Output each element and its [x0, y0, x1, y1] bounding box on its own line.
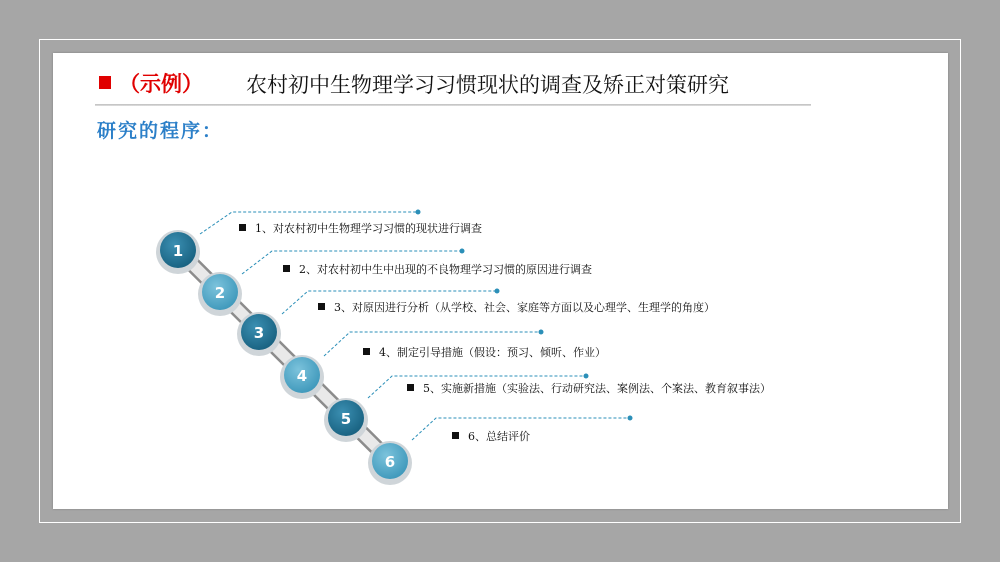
bullet-square [283, 265, 290, 272]
step-number: 4 [296, 367, 308, 385]
section-subtitle: 研究的程序： [97, 120, 224, 142]
step-number: 1 [172, 242, 184, 260]
step-text: 2、对农村初中生中出现的不良物理学习习惯的原因进行调查 [299, 263, 592, 276]
step-text: 1、对农村初中生物理学习习惯的现状进行调查 [255, 222, 482, 235]
bullet-square [363, 348, 370, 355]
step-text: 6、总结评价 [468, 430, 530, 443]
connector-dot [628, 416, 633, 421]
title-text: 农村初中生物理学习习惯现状的调查及矫正对策研究 [246, 73, 729, 97]
step-5 [324, 374, 771, 443]
step-number: 5 [340, 410, 352, 428]
bullet-square [318, 303, 325, 310]
step-text: 3、对原因进行分析（从学校、社会、家庭等方面以及心理学、生理学的角度） [334, 301, 715, 314]
step-number: 2 [214, 284, 226, 302]
step-text: 4、制定引导措施（假设：预习、倾听、作业） [379, 346, 606, 359]
connector-dot [495, 289, 500, 294]
connector-dot [460, 249, 465, 254]
connector-dot [584, 374, 589, 379]
step-text: 5、实施新措施（实验法、行动研究法、案例法、个案法、教育叙事法） [423, 382, 771, 395]
bullet-square [407, 384, 414, 391]
connector-dot [416, 210, 421, 215]
step-number: 6 [384, 453, 396, 471]
bullet-square [452, 432, 459, 439]
bullet-square [239, 224, 246, 231]
step-number: 3 [253, 324, 265, 342]
connector-dot [539, 330, 544, 335]
title-tag: （示例） [119, 71, 203, 96]
step-6 [368, 416, 633, 486]
